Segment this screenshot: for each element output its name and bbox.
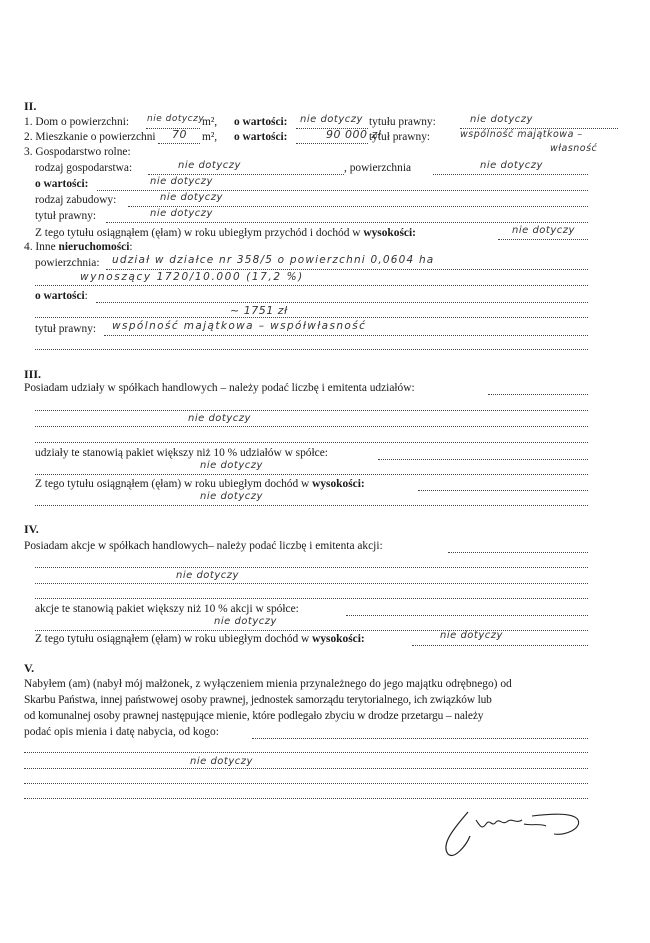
other-title-value: wspólność majątkowa – współwłasność	[112, 320, 367, 332]
section-3-income-line-2	[35, 505, 588, 506]
flat-value-line	[296, 143, 368, 144]
flat-title-label: tytuł prawny:	[369, 131, 431, 143]
house-title-label: tytułu prawny:	[369, 116, 436, 128]
section-4-share-answer: nie dotyczy	[214, 616, 277, 627]
farm-area-label: , powierzchnia	[344, 162, 412, 174]
house-area-value: nie dotyczy	[147, 114, 205, 124]
farm-title-value: nie dotyczy	[150, 208, 213, 219]
other-value-label-colon: :	[84, 290, 88, 302]
section-5-line-3: od komunalnej osoby prawnej następujące mienie, które podlegało zbyciu w drodze przetargu – należy	[24, 710, 484, 722]
section-4-share-line	[346, 615, 588, 616]
section-3-line-2	[35, 426, 588, 427]
section-4-line-1	[35, 567, 588, 568]
other-property-label	[24, 241, 133, 254]
section-3-income-bold: wysokości:	[312, 478, 365, 490]
section-3-income-label	[35, 478, 365, 491]
other-area-value-1: udział w działce nr 358/5 o powierzchni 0,0604 ha	[112, 254, 435, 266]
other-value-line-2	[35, 317, 588, 318]
section-3-answer: nie dotyczy	[188, 413, 251, 424]
section-3-share-answer: nie dotyczy	[200, 460, 263, 471]
other-area-label: powierzchnia:	[35, 257, 100, 269]
section-5-line-1: Nabyłem (am) (nabył mój małżonek, z wyłączeniem mienia przynależnego do jego majątku odrębnego) od	[24, 678, 512, 690]
section-4-income-value: nie dotyczy	[440, 630, 503, 641]
section-5-answer: nie dotyczy	[190, 756, 253, 767]
other-property-colon: :	[129, 241, 133, 253]
section-2-heading: II.	[24, 99, 37, 113]
farm-type-line	[148, 174, 344, 175]
section-5-heading: V.	[24, 661, 35, 675]
farm-value: nie dotyczy	[150, 176, 213, 187]
flat-value: 90 000 zł	[326, 128, 382, 141]
house-value-label: o wartości:	[234, 116, 288, 128]
section-4-intro: Posiadam akcje w spółkach handlowych– należy podać liczbę i emitenta akcji:	[24, 540, 383, 552]
other-value-label-text: o wartości	[35, 290, 85, 302]
farm-title-label: tytuł prawny:	[35, 210, 97, 222]
house-label: 1. Dom o powierzchni:	[24, 116, 130, 128]
other-title-line	[104, 335, 588, 336]
farm-income-line	[498, 239, 588, 240]
section-4-answer: nie dotyczy	[176, 570, 239, 581]
section-3-line-1	[35, 410, 588, 411]
section-3-heading: III.	[24, 367, 42, 381]
section-4-share-line-2	[35, 630, 588, 631]
farm-income-label	[35, 227, 416, 240]
flat-title-continued: własność	[550, 143, 598, 154]
section-4-share-question: akcje te stanowią pakiet większy niż 10 % akcji w spółce:	[35, 603, 299, 615]
section-4-heading: IV.	[24, 522, 39, 536]
flat-unit: m²,	[202, 131, 218, 143]
section-4-income-bold: wysokości:	[312, 633, 365, 645]
other-title-line-2	[35, 349, 588, 350]
flat-value-label: o wartości:	[234, 131, 288, 143]
section-5-line-4-fill	[252, 738, 588, 739]
section-3-share-question: udziały te stanowią pakiet większy niż 10 % udziałów w spółce:	[35, 447, 328, 459]
flat-area-value: 70	[172, 128, 187, 141]
section-3-intro-line	[488, 394, 588, 395]
section-3-share-line-2	[35, 474, 588, 475]
section-3-line-3	[35, 442, 588, 443]
section-3-share-line	[378, 459, 588, 460]
farm-building-line	[128, 206, 588, 207]
farm-area-line	[433, 174, 588, 175]
farm-building-value: nie dotyczy	[160, 192, 223, 203]
flat-title-value: wspólność majątkowa –	[460, 129, 583, 140]
flat-area-line	[158, 143, 200, 144]
other-property-text: 4. Inne	[24, 241, 56, 253]
farm-income-value: nie dotyczy	[512, 225, 575, 236]
section-5-answer-line-1	[24, 752, 588, 753]
section-5-answer-line-2	[24, 768, 588, 769]
other-value: ~ 1751 zł	[230, 304, 288, 317]
other-value-label	[35, 290, 88, 303]
farm-value-label: o wartości:	[35, 178, 89, 190]
other-area-line	[106, 269, 588, 270]
farm-income-bold: wysokości:	[363, 227, 416, 239]
section-5-line-2: Skarbu Państwa, innej państwowej osoby prawnej, jednostek samorządu terytorialnego, ich związków lub	[24, 694, 492, 706]
farm-label: 3. Gospodarstwo rolne:	[24, 146, 131, 158]
section-3-intro: Posiadam udziały w spółkach handlowych – należy podać liczbę i emitenta udziałów:	[24, 382, 415, 394]
section-5-line-4: podać opis mienia i datę nabycia, od kogo:	[24, 726, 219, 738]
handwritten-signature	[436, 806, 586, 864]
section-4-income-text: Z tego tytułu osiągnąłem (ęłam) w roku ubiegłym dochód w	[35, 633, 310, 645]
farm-type-value: nie dotyczy	[178, 160, 241, 171]
other-area-value-2: wynoszący 1720/10.000 (17,2 %)	[80, 271, 304, 283]
house-unit: m²,	[202, 116, 218, 128]
other-title-label: tytuł prawny:	[35, 323, 97, 335]
section-4-intro-line	[448, 552, 588, 553]
farm-title-line	[106, 222, 588, 223]
farm-type-label: rodzaj gospodarstwa:	[35, 162, 133, 174]
farm-income-text: Z tego tytułu osiągnąłem (ęłam) w roku ubiegłym przychód i dochód w	[35, 227, 361, 239]
section-4-income-line	[412, 645, 588, 646]
section-3-income-value: nie dotyczy	[200, 491, 263, 502]
section-5-answer-line-4	[24, 798, 588, 799]
section-5-answer-line-3	[24, 783, 588, 784]
section-4-line-3	[35, 598, 588, 599]
house-value: nie dotyczy	[300, 114, 363, 125]
other-property-bold: nieruchomości	[58, 241, 130, 253]
farm-value-line	[97, 190, 588, 191]
other-value-line	[96, 302, 588, 303]
flat-label: 2. Mieszkanie o powierzchni	[24, 131, 156, 143]
section-3-income-text: Z tego tytułu osiągnąłem (ęłam) w roku ubiegłym dochód w	[35, 478, 310, 490]
farm-building-label: rodzaj zabudowy:	[35, 194, 117, 206]
farm-area-value: nie dotyczy	[480, 160, 543, 171]
section-4-line-2	[35, 583, 588, 584]
section-4-income-label	[35, 633, 365, 646]
house-title-value: nie dotyczy	[470, 114, 533, 125]
section-3-income-line	[418, 490, 588, 491]
other-area-line-2	[35, 285, 588, 286]
